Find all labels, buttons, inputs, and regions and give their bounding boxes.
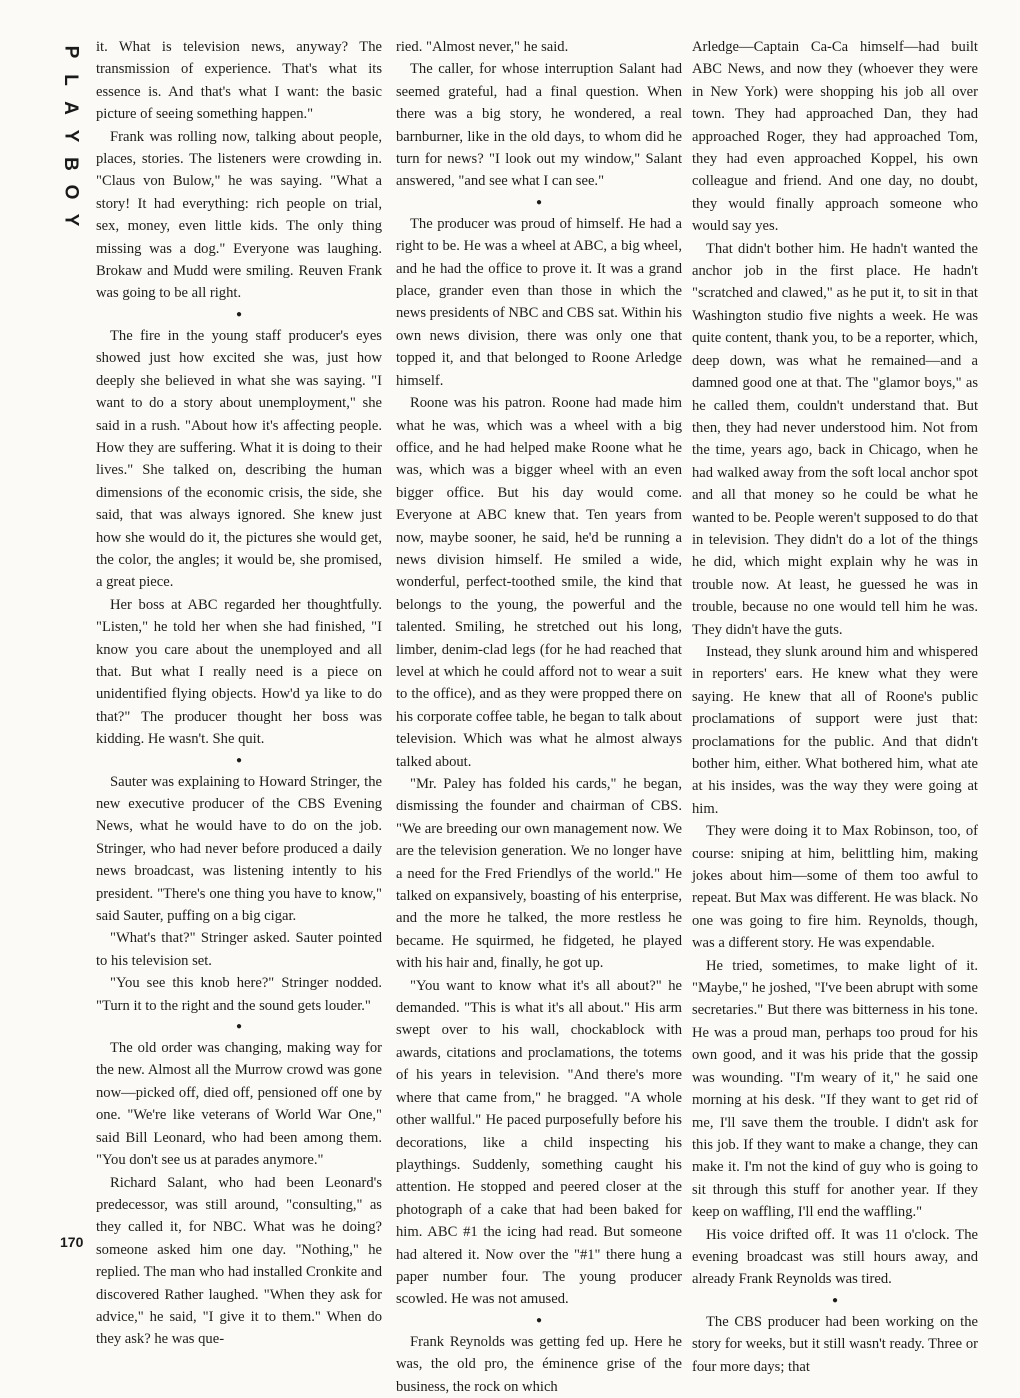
article-paragraph: They were doing it to Max Robinson, too, of course: sniping at him, belittling him, making jokes about him—some of them too awful to repeat. But Max was different. He was black. No one was going to fire him. Reynolds, though, was a different story. He was expendable. — [692, 823, 978, 952]
article-paragraph: Arledge—Captain Ca-Ca himself—had built ABC News, and now they (whoever they were in New York) were shopping his job all over town. They had approached Dan, they had approached Roger, they had approached Tom, they had even approached Koppel, his own colleague and friend. And one day, no doubt, they would finally approach someone who would say yes. — [692, 39, 978, 235]
article-paragraph: The old order was changing, making way for the new. Almost all the Murrow crowd was gone now—picked off, died off, pensioned off one by one. "We're like veterans of World War One," said Bill Leonard, who had been among them. "You don't see us at parades anymore." — [96, 1040, 382, 1169]
magazine-name-letter: Y — [60, 213, 81, 227]
article-paragraph: His voice drifted off. It was 11 o'clock. The evening broadcast was still hours away, and already Frank Reynolds was tired. — [692, 1226, 978, 1288]
magazine-name-letter: A — [59, 101, 81, 115]
section-bullet — [96, 1017, 382, 1037]
article-paragraph: The fire in the young staff producer's eyes showed just how excited she was, just how deeply she believed in what she was saying. "I want to do a story about unemployment," she said in a rush. "About how it's affecting people. How they are suffering. What it is doing to their lives." She talked on, describing the human dimensions of the economic crisis, the side, she said, that was always ignored. She knew just how she would do it, the pictures she would get, the color, the angles; it would be, she promised, a great piece. — [96, 327, 382, 591]
article-paragraph: Instead, they slunk around him and whispered in reporters' ears. He knew what they were saying. He knew that all of Roone's public proclamations of support were just that: proclamations for the public. And that didn't bother him, either. What bothered him, what ate at his insides, was the way they were going at him. — [692, 643, 978, 817]
article-paragraph: "What's that?" Stringer asked. Sauter pointed to his television set. — [96, 930, 382, 969]
page-number: 170 — [60, 1234, 84, 1250]
article-paragraph: "You see this knob here?" Stringer nodded. "Turn it to the right and the sound gets louder." — [96, 975, 382, 1014]
magazine-name-letter: O — [60, 184, 81, 200]
article-paragraph: Sauter was explaining to Howard Stringer, the new executive producer of the CBS Evening News, what he would have to do on the job. Stringer, who had never before produced a daily news broadcast, was listening intently to his president. "There's one thing you have to know," said Sauter, puffing on a big cigar. — [96, 773, 382, 925]
article-paragraph: That didn't bother him. He hadn't wanted the anchor job in the first place. He hadn't "scratched and clawed," as he put it, to sit in that Washington studio five nights a week. He was quite content, thank you, to be a reporter, which, deep down, was what he remained—and a damned good one at that. The "glamor boys," as he called them, couldn't understand that. But then, they had never understood him. Not from the time, years ago, back in Chicago, when he had walked away from the soft local anchor spot and all that money so he could be what he wanted to be. People weren't supposed to do that in television. They didn't do a lot of the things he did, which might explain why he was in trouble now. At least, he guessed he was in trouble, because no one would tell him he was. They didn't have the guts. — [692, 240, 978, 638]
article-paragraph: He tried, sometimes, to make light of it. "Maybe," he joshed, "I've been abrupt with some secretaries." But there was bitterness in his tone. He was a proud man, perhaps too proud for his own good, and it was his pride that the gossip was wounding. "I'm weary of it," he said one morning at his desk. "If they want to get rid of me, I'll save them the trouble. I didn't ask for this job. If they want to make a change, they can make it. I'm not the kind of guy who is going to sit through this stuff for another year. If they keep on waffling, I'll end the waffling." — [692, 957, 978, 1221]
article-paragraph: Roone was his patron. Roone had made him what he was, which was a wheel with a big office, and he had helped make Roone what he was, which was a bigger wheel with an even bigger office. But his day would come. Everyone at ABC knew that. Ten years from now, maybe sooner, he said, he'd be running a news division himself. He smiled a wide, wonderful, perfect-toothed smile, the kind that belongs to the young, the powerful and the talented. Smiling, he stretched out his long, limber, denim-clad legs (for he had reached that level at which he could afford not to wear a suit to the office), and as they were propped there on his corporate coffee table, he began to talk about television. Which was what he almost always talked about. — [396, 395, 682, 770]
article-paragraph: Her boss at ABC regarded her thoughtfully. "Listen," he told her when she had finished, "I know you care about the unemployed and all that. But what I really need is a piece on unidentified flying objects. How'd ya like to do that?" The producer thought her boss was kidding. He wasn't. She quit. — [96, 596, 382, 748]
article-paragraph: The caller, for whose interruption Salant had seemed grateful, had a final question. When there was a big story, he wondered, a real barnburner, like in the old days, to whom did he turn for news? "I look out my window," Salant answered, "and see what I can see." — [396, 61, 682, 190]
column-3 — [692, 36, 978, 1378]
section-bullet — [96, 305, 382, 325]
article-paragraph: "Mr. Paley has folded his cards," he began, dismissing the founder and chairman of CBS. "We are breeding our own management now. We are the television generation. We no longer have a need for the Fred Friendlys of the world." He talked on expansively, boasting of his enterprise, and the more he talked, the more restless he became. He squirmed, he fidgeted, he played with his hair and, finally, he got up. — [396, 776, 682, 972]
article-paragraph: "You want to know what it's all about?" he demanded. "This is what it's all about." His arm swept over to his wall, chockablock with awards, citations and proclamations, the totems of his years in television. "And there's more where that came from," he bragged. "A whole other wallful." He paced purposefully before his decorations, like a child inspecting his playthings. Suddenly, something caught his attention. He stopped and peered closer at the photograph of a cake that had been baked for him. ABC #1 the icing had read. But someone had altered it. Now over the "#1" there hung a paper number four. The young producer scowled. He was not amused. — [396, 977, 682, 1308]
article-paragraph: Frank was rolling now, talking about people, places, stories. The listeners were crowding in. "Claus von Bulow," he was saying. "What a story! It had everything: rich people on trial, sex, money, even little kids. The only thing missing was a dog." Everyone was laughing. Brokaw and Mudd were smiling. Reuven Frank was going to be all right. — [96, 128, 382, 302]
article-paragraph: The CBS producer had been working on the story for weeks, but it still wasn't ready. Three or four more days; that — [692, 1313, 978, 1375]
section-bullet — [96, 751, 382, 771]
section-bullet — [396, 1311, 682, 1331]
magazine-name-letter: L — [59, 74, 81, 86]
magazine-name-letter: B — [59, 157, 81, 171]
article-paragraph: Frank Reynolds was getting fed up. Here he was, the old pro, the éminence grise of the business, the rock on which — [396, 1333, 682, 1395]
article-paragraph: ried. "Almost never," he said. — [396, 39, 569, 55]
magazine-name — [58, 38, 82, 234]
magazine-name-letter: P — [60, 45, 81, 59]
article-paragraph: it. What is television news, anyway? The transmission of experience. That's what its essence is. And that's what I want: the basic picture of seeing something happen." — [96, 39, 382, 123]
article-paragraph: The producer was proud of himself. He had a right to be. He was a wheel at ABC, a big wheel, and he had the office to prove it. It was a grand place, grander even than those in which the news presidents of NBC and CBS sat. Within his own news division, there was only one that topped it, and that belonged to Roone Arledge himself. — [396, 215, 682, 389]
column-1 — [96, 36, 382, 1351]
article-paragraph: Richard Salant, who had been Leonard's predecessor, was still around, "consulting," as they called it, for NBC. What was he doing? someone asked him one day. "Nothing," he replied. The man who had installed Cronkite and discovered Rather laughed. "When they ask for advice," he said, "I give it to them." When do they ask? he was que- — [96, 1174, 382, 1348]
magazine-name-letter: Y — [60, 129, 81, 143]
column-2 — [396, 36, 682, 1398]
section-bullet — [396, 193, 682, 213]
section-bullet — [692, 1291, 978, 1311]
